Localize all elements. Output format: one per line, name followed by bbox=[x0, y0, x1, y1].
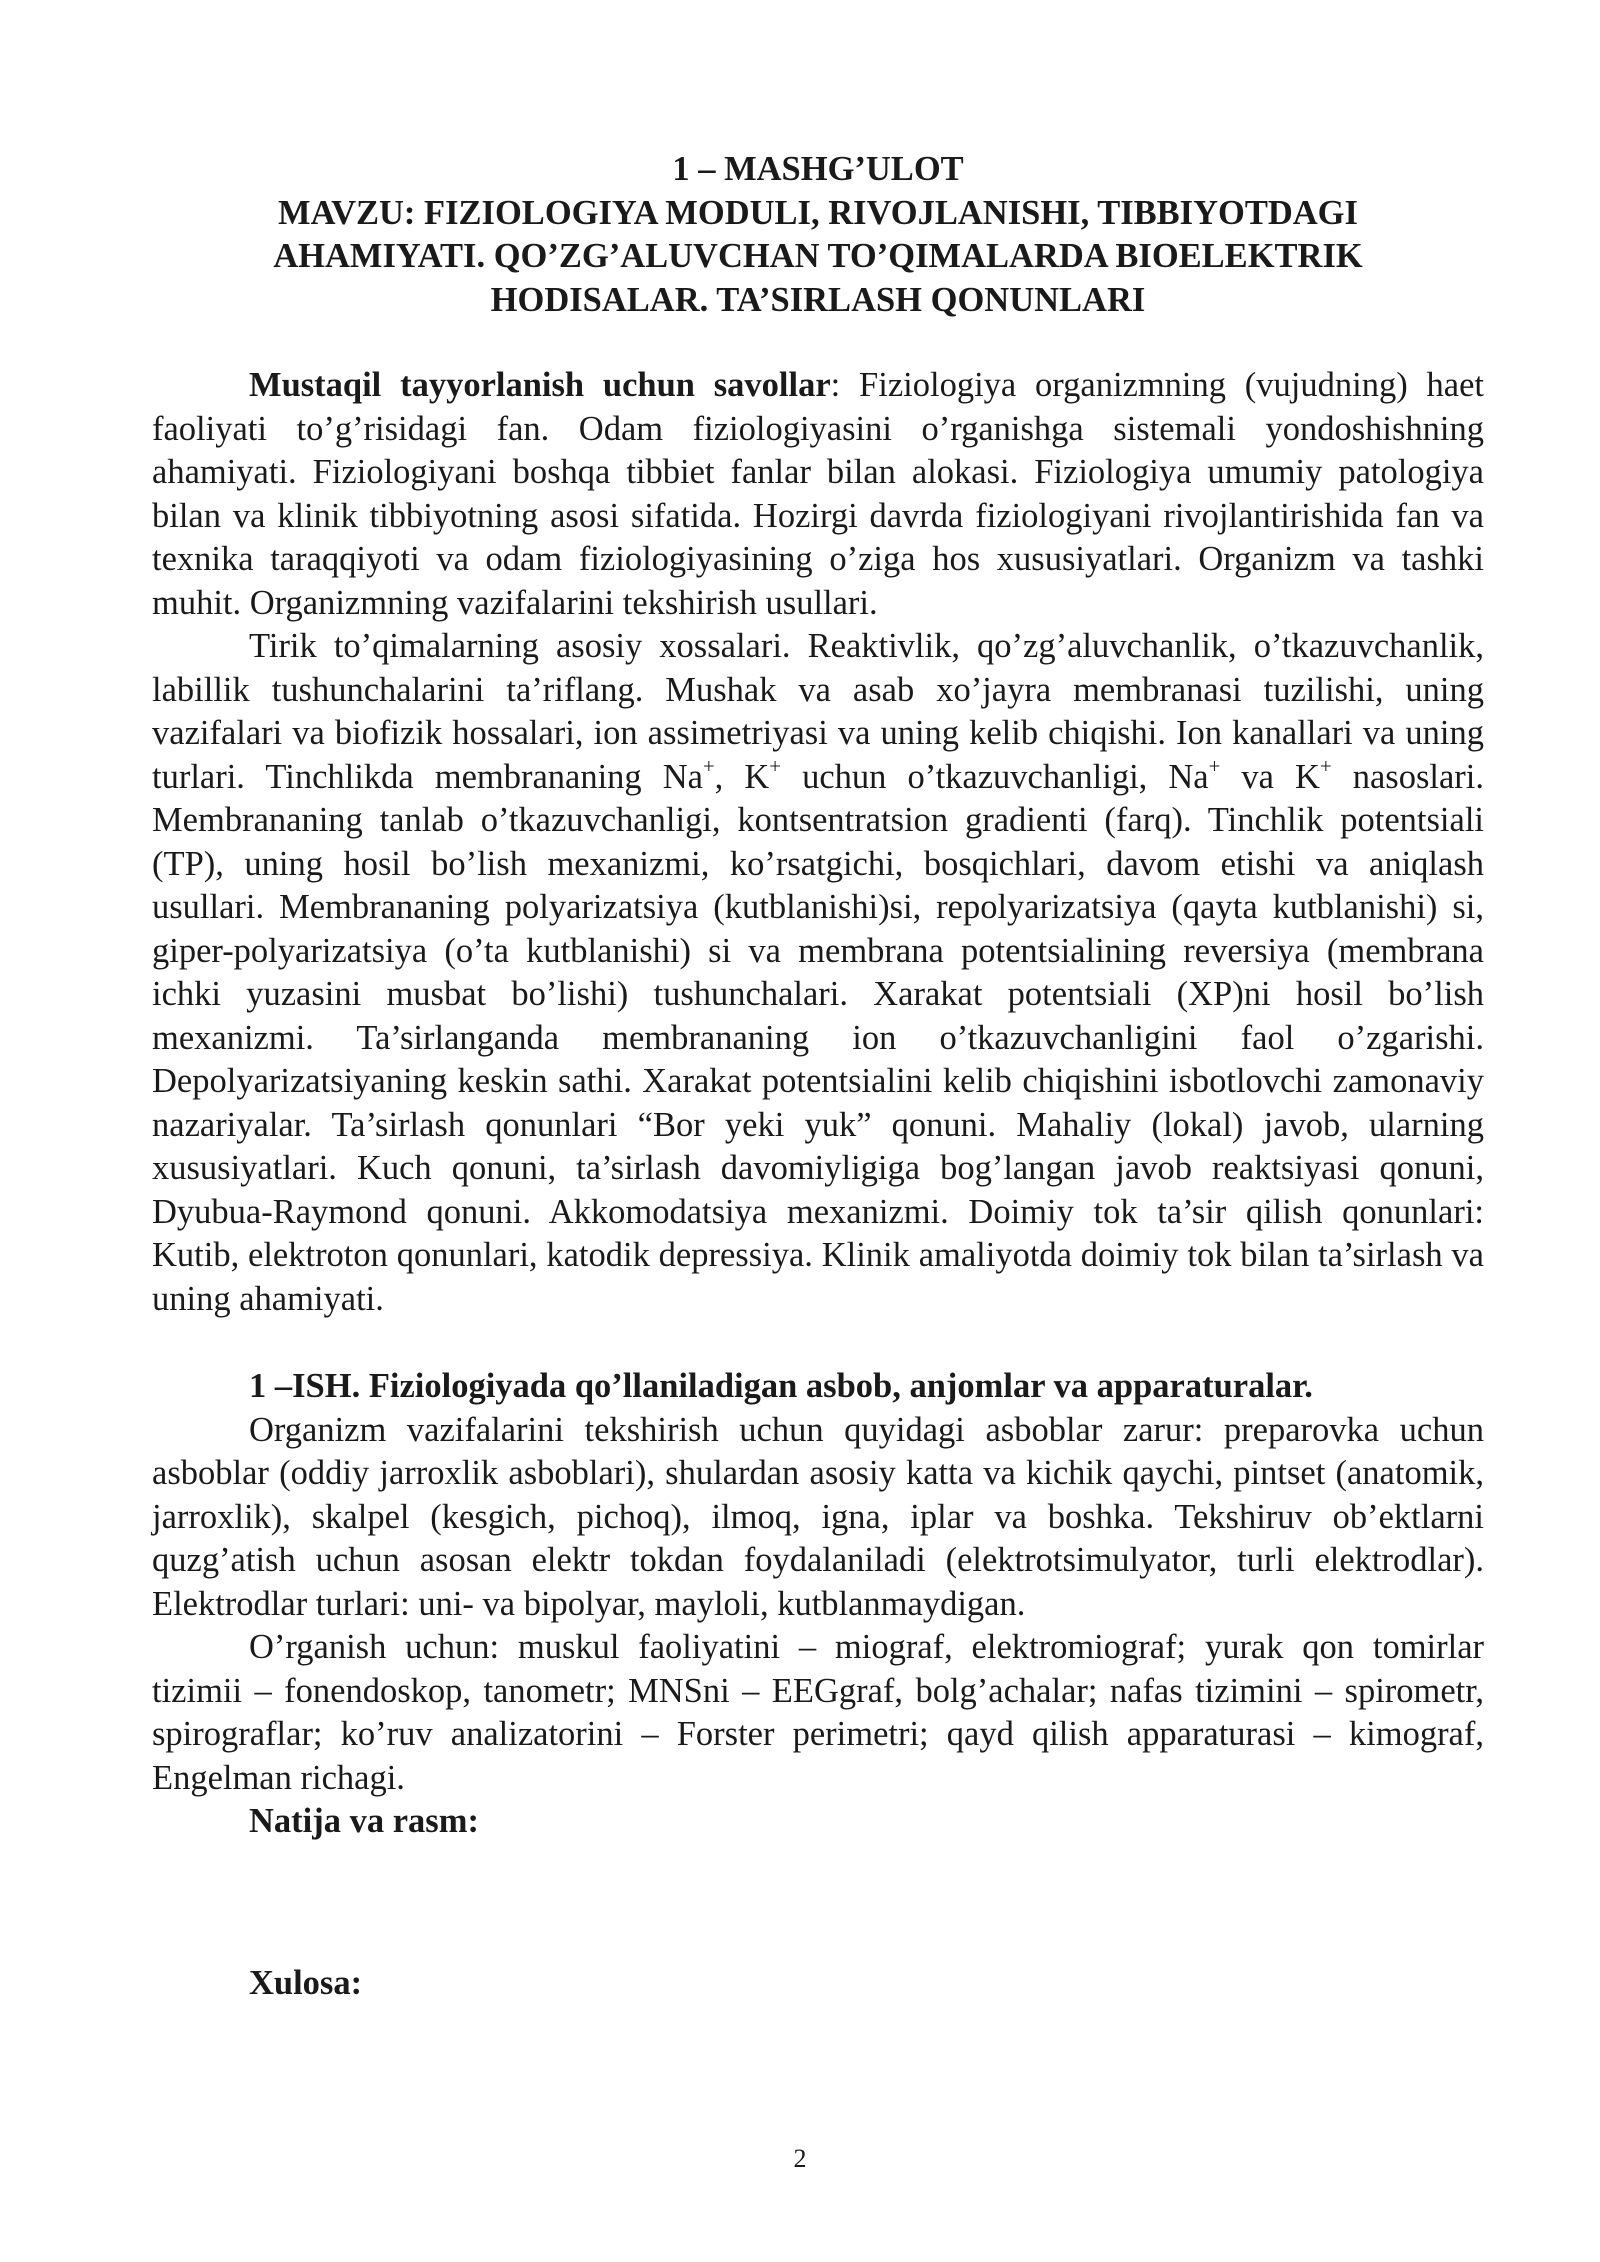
title-line-4: HODISALAR. TA’SIRLASH QONUNLARI bbox=[490, 280, 1146, 319]
conclusion-label: Xulosa: bbox=[249, 1963, 363, 2002]
questions-label: Mustaqil tayyorlanish uchun savollar bbox=[249, 366, 831, 404]
title-line-1: 1 – MASHG’ULOT bbox=[672, 150, 964, 188]
document-page bbox=[152, 148, 1484, 2005]
superscript-plus: + bbox=[1319, 755, 1332, 778]
title-line-2: MAVZU: FIZIOLOGIYA MODULI, RIVOJLANISHI, TIBBIYOTDAGI bbox=[278, 193, 1358, 232]
superscript-plus: + bbox=[702, 755, 715, 778]
questions-paragraph-1 bbox=[152, 364, 1484, 625]
result-label: Natija va rasm: bbox=[249, 1802, 479, 1840]
spacer bbox=[152, 322, 1484, 364]
questions-text-1: : Fiziologiya organizmning (vujudning) haet faoliyati to’g’risidagi fan. Odam fiziologiyasini o’rganishga sistemali yondoshishning ahamiyati. Fiziologiyani boshqa tibbiet fanlar bilan alokasi. Fiziologiya umumiy patologiya bilan va klinik tibbiyotning asosi sifatida. Hozirgi davrda fiziologiyani rivojlantirishida fan va texnika taraqqiyoti va odam fiziologiyasining o’ziga hos xususiyatlari. Organizm va tashki muhit. Organizmning vazifalarini tekshirish usullari. bbox=[152, 366, 1484, 622]
work-heading: 1 –ISH. Fiziologiyada qo’llaniladigan asbob, anjomlar va apparaturalar. bbox=[249, 1367, 1313, 1405]
superscript-plus: + bbox=[1208, 755, 1221, 778]
spacer bbox=[152, 1321, 1484, 1365]
lesson-title bbox=[152, 148, 1484, 322]
questions-paragraph-2 bbox=[152, 625, 1484, 1321]
questions-text-2b: , K bbox=[714, 757, 770, 796]
superscript-plus: + bbox=[769, 755, 781, 778]
questions-text-2c: uchun o’tkazuvchanligi, Na bbox=[780, 757, 1209, 796]
spacer bbox=[152, 1844, 1484, 1962]
work-paragraph-2: O’rganish uchun: muskul faoliyatini – miograf, elektromiograf; yurak qon tomirlar tizimii – fonendoskop, tanometr; MNSni – EEGgraf, bolg’achalar; nafas tizimini – spirometr, spirograflar; ko’ruv analizatorini – Forster perimetri; qayd qilish apparaturasi – kimograf, Engelman richagi. bbox=[152, 1628, 1484, 1797]
questions-text-2d: va K bbox=[1220, 757, 1320, 796]
work-paragraph-1: Organizm vazifalarini tekshirish uchun quyidagi asboblar zarur: preparovka uchun asboblar (oddiy jarroxlik asboblari), shulardan asosiy katta va kichik qaychi, pintset (anatomik, jarroxlik), skalpel (kesgich, pichoq), ilmoq, igna, iplar va boshka. Tekshiruv ob’ektlarni quzg’atish uchun asosan elektr tokdan foydalaniladi (elektrotsimulyator, turli elektrodlar). Elektrodlar turlari: uni- va bipolyar, mayloli, kutblanmaydigan. bbox=[152, 1410, 1484, 1623]
title-line-3: AHAMIYATI. QO’ZG’ALUVCHAN TO’QIMALARDA BIOELEKTRIK bbox=[273, 237, 1363, 275]
questions-text-2a: Tirik to’qimalarning asosiy xossalari. Reaktivlik, qo’zg’aluvchanlik, o’tkazuvchanlik, labillik tushunchalarini ta’riflang. Mushak va asab xo’jayra membranasi tuzilishi, uning vazifalari va biofizik hossalari, ion assimetriyasi va uning kelib chiqishi. Ion kanallari va uning turlari. Tinchlikda membrananing Na bbox=[152, 627, 1484, 796]
questions-text-2e: nasoslari. Membrananing tanlab o’tkazuvchanligi, kontsentratsion gradienti (farq). Tinchlik potentsiali (TP), uning hosil bo’lish mexanizmi, ko’rsatgichi, bosqichlari, davom etishi va aniqlash usullari. Membrananing polyarizatsiya (kutblanishi)si, repolyarizatsiya (qayta kutblanishi) si, giper-polyarizatsiya (o’ta kutblanishi) si va membrana potentsialining reversiya (membrana ichki yuzasini musbat bo’lishi) tushunchalari. Xarakat potentsiali (XP)ni hosil bo’lish mexanizmi. Ta’sirlanganda membrananing ion o’tkazuvchanligini faol o’zgarishi. Depolyarizatsiyaning keskin sathi. Xarakat potentsialini kelib chiqishini isbotlovchi zamonaviy nazariyalar. Ta’sirlash qonunlari “Bor yeki yuk” qonuni. Mahaliy (lokal) javob, ularning xususiyatlari. Kuch qonuni, ta’sirlash davomiyligiga bog’langan javob reaktsiyasi qonuni, Dyubua-Raymond qonuni. Akkomodatsiya mexanizmi. Doimiy tok ta’sir qilish qonunlari: Kutib, elektroton qonunlari, katodik depressiya. Klinik amaliyotda doimiy tok bilan ta’sirlash va uning ahamiyati. bbox=[152, 757, 1484, 1318]
page-number: 2 bbox=[793, 2144, 807, 2173]
